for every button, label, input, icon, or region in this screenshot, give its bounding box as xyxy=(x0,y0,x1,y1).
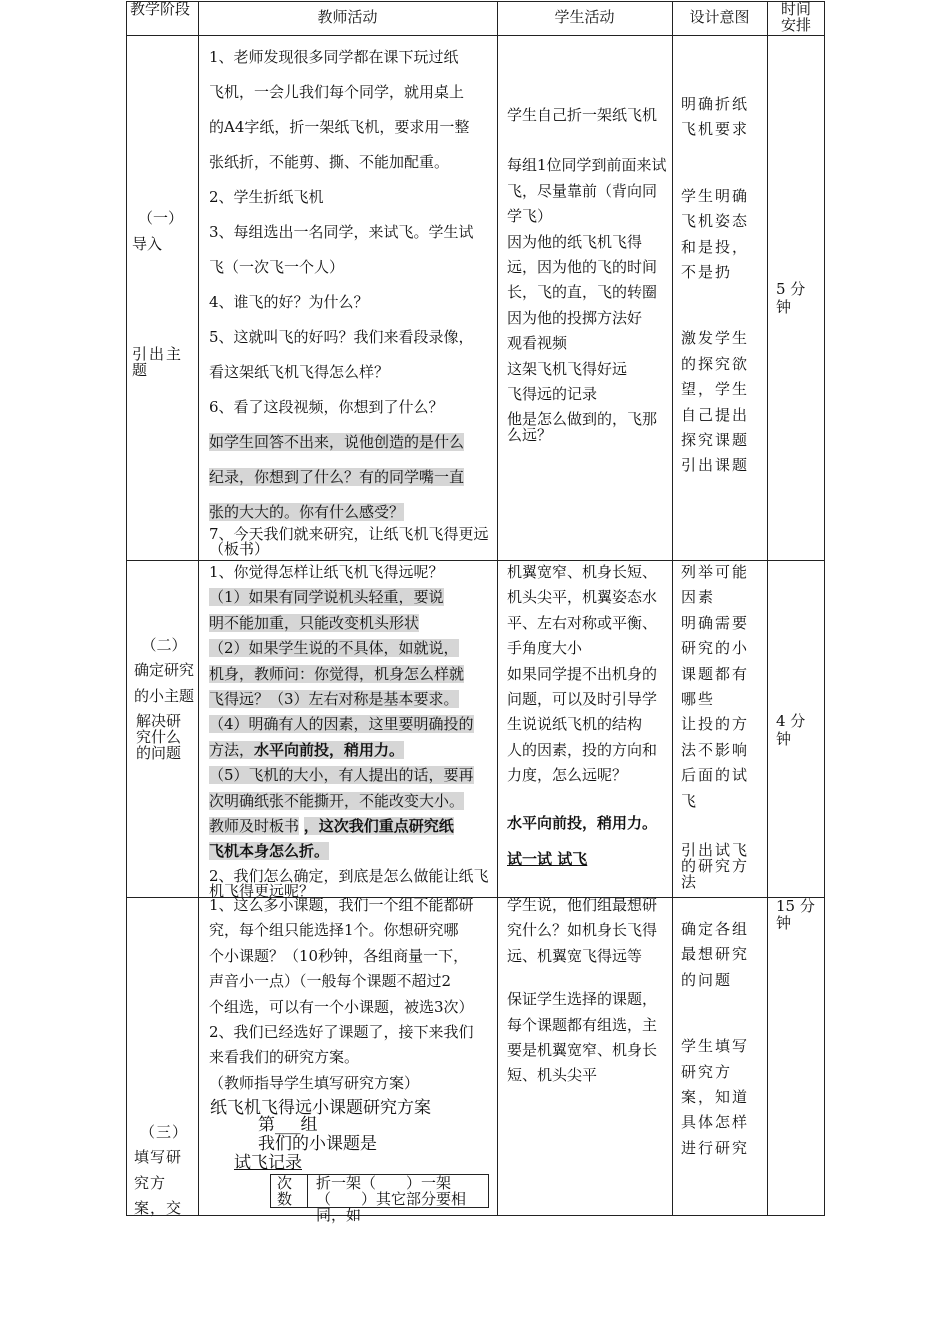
table-border-right xyxy=(824,1,825,1216)
text-block: 明确折纸飞机要求 xyxy=(681,95,750,139)
table-divider-design xyxy=(767,1,768,1216)
table-border-top xyxy=(126,1,825,2)
row2-student-activity xyxy=(507,560,667,867)
text-block: 引出试飞的研究方法 xyxy=(681,841,750,892)
table-divider-student xyxy=(672,1,673,1216)
text-line: 来看我们的研究方案。 xyxy=(209,1048,360,1067)
text-line: 个组选，可以有一个小课题，被选3次） xyxy=(209,997,474,1016)
record-table-col-count: 次数 xyxy=(277,1174,293,1208)
highlighted-line: （5）飞机的大小，有人提出的话，要再 xyxy=(209,766,474,785)
table-divider-teacher xyxy=(497,1,498,1216)
record-table xyxy=(270,1174,489,1224)
header-student: 学生活动 xyxy=(554,8,615,26)
table-border-left xyxy=(126,1,127,1216)
highlighted-line: 教师及时板书 ，这次我们重点研究纸 xyxy=(209,817,454,836)
row3-teacher-activity xyxy=(209,893,495,1096)
text-line: 2、学生折纸飞机 xyxy=(209,188,324,206)
text-line: 4、谁飞的好？为什么？ xyxy=(209,293,369,311)
row1-teacher-activity xyxy=(209,40,494,557)
row3-stage-number: （三） xyxy=(140,1123,189,1141)
text-block: 因为他的投掷方法好 xyxy=(507,308,643,327)
highlighted-line: （1）如果有同学说机头轻重，要说 xyxy=(209,588,444,607)
text-block: 试一试 试飞 xyxy=(507,850,588,869)
text-line: 张纸折，不能剪、撕、不能加配重。 xyxy=(209,153,450,171)
header-design: 设计意图 xyxy=(689,8,750,26)
text-block: 飞得远的记录 xyxy=(507,385,598,404)
plan-record: 试飞记录 xyxy=(234,1153,302,1173)
text-block: 因为他的纸飞机飞得远，因为他的飞的时间长，飞的直，飞的转圈 xyxy=(507,232,658,302)
row1-student-activity xyxy=(507,103,667,443)
row3-time: 15 分钟 xyxy=(776,897,815,932)
text-block: 激发学生的探究欲望，学生自己提出探究课题 xyxy=(681,329,750,450)
highlighted-line: 方法，水平向前投，稍用力。 xyxy=(209,740,405,759)
plan-group: 第___组 xyxy=(258,1115,318,1135)
highlighted-line: 飞机本身怎么折。 xyxy=(209,842,330,861)
text-line: 2、我们怎么确定，到底是怎么做能让纸飞机飞得更远呢？ xyxy=(209,866,489,900)
text-block: 每组1位同学到前面来试飞，尽量靠前（背向同学飞） xyxy=(507,156,667,226)
text-line: 飞（一次飞一个人） xyxy=(209,258,345,276)
row3-design-intent xyxy=(681,917,761,1161)
row1-stage-purpose: 引出主题 xyxy=(132,345,184,379)
text-line: 3、每组选出一名同学，来试飞。学生试 xyxy=(209,223,474,241)
row2-teacher-activity xyxy=(209,560,495,899)
highlighted-line: （2）如果学生说的不具体，如就说， xyxy=(209,639,459,658)
header-time: 时间安排 xyxy=(780,0,811,34)
text-block: 这架飞机飞得好远 xyxy=(507,359,628,378)
text-block: 观看视频 xyxy=(507,334,568,353)
record-table-divider xyxy=(307,1175,308,1207)
record-table-col-desc: 折一架（ ）一架（ ）其它部分要相同，如 xyxy=(316,1174,467,1224)
text-block: 确定各组最想研究的问题 xyxy=(681,920,750,989)
text-line: 1、你觉得怎样让纸飞机飞得远呢？ xyxy=(209,563,444,581)
text-line: 看这架纸飞机飞得怎么样？ xyxy=(209,363,390,381)
plan-topic: 我们的小课题是 xyxy=(258,1134,377,1154)
row1-stage-number: （一） xyxy=(138,209,184,227)
text-line: 6、看了这段视频，你想到了什么？ xyxy=(209,398,444,416)
table-header-line xyxy=(126,35,825,36)
text-line: 声音小一点）（一般每个课题不超过2 xyxy=(209,972,452,991)
row2-stage-name: 确定研究的小主题 xyxy=(133,661,194,705)
text-block: 学生明确飞机姿态和是投，不是扔 xyxy=(681,186,750,282)
text-block: 保证学生选择的课题，每个课题都有组选，主要是机翼宽窄、机身长短、机头尖平 xyxy=(507,990,658,1085)
row1-time: 5 分钟 xyxy=(776,280,806,316)
text-line: 5、这就叫飞的好吗？我们来看段录像， xyxy=(209,328,474,346)
text-block: 明确需要研究的小课题都有哪些 xyxy=(681,613,750,709)
text-block: 水平向前投，稍用力。 xyxy=(507,813,658,832)
row3-student-activity xyxy=(507,893,667,1089)
row2-design-intent xyxy=(681,560,761,890)
row2-stage-number: （二） xyxy=(141,636,187,654)
row2-stage-purpose: 解决研究什么的问题 xyxy=(136,712,182,763)
row1-design-intent xyxy=(681,92,761,479)
row1-stage xyxy=(132,208,194,378)
text-block: 让投的方法不影响后面的试飞 xyxy=(681,715,750,810)
highlighted-line: 张的大大的。你有什么感受？ xyxy=(209,503,405,521)
text-line: 7、今天我们就来研究，让纸飞机飞得更远（板书） xyxy=(209,525,489,558)
highlighted-line: 明不能加重，只能改变机头形状 xyxy=(209,613,420,632)
text-block: 学生自己折一架纸飞机 xyxy=(507,106,658,124)
table-divider-stage xyxy=(198,1,199,1216)
text-block: 列举可能因素 xyxy=(681,563,750,607)
highlighted-line: 纪录，你想到了什么？有的同学嘴一直 xyxy=(209,468,465,486)
row2-time: 4 分钟 xyxy=(776,712,806,748)
row2-stage xyxy=(133,633,195,761)
highlighted-line: 飞得远？（3）左右对称是基本要求。 xyxy=(209,690,459,709)
text-line: 的A4字纸，折一架纸飞机，要求用一整 xyxy=(209,118,470,136)
text-line: 究，每个组只能选择1个。你想研究哪 xyxy=(209,921,459,940)
text-block: 学生说，他们组最想研究什么？如机身长飞得远、机翼宽飞得远等 xyxy=(507,896,658,965)
row1-stage-name: 导入 xyxy=(132,235,163,253)
header-stage: 教学阶段 xyxy=(130,0,191,18)
text-line: 1、老师发现很多同学都在课下玩过纸 xyxy=(209,48,459,66)
highlighted-line: 次明确纸张不能撕开，不能改变大小。 xyxy=(209,791,465,810)
text-block: 他是怎么做到的，飞那么远？ xyxy=(507,410,658,445)
text-line: 飞机，一会儿我们每个同学，就用桌上 xyxy=(209,83,465,101)
highlighted-line: 如学生回答不出来，说他创造的是什么 xyxy=(209,433,465,451)
text-line: 1、这么多小课题，我们一个组不能都研 xyxy=(209,896,474,914)
text-line: 个小课题？（10秒钟，各组商量一下， xyxy=(209,946,469,965)
row3-stage xyxy=(134,1120,194,1222)
highlighted-line: 机身，教师问：你觉得，机身怎么样就 xyxy=(209,664,465,683)
text-block: 人的因素，投的方向和力度，怎么远呢？ xyxy=(507,740,658,785)
text-block: 机翼宽窄、机身长短、机头尖平，机翼姿态水平、左右对称或平衡、手角度大小 xyxy=(507,563,658,658)
header-teacher: 教师活动 xyxy=(317,8,378,26)
text-block: 如果同学提不出机身的问题，可以及时引导学生说说纸飞机的结构 xyxy=(507,664,658,734)
highlighted-line: （4）明确有人的因素，这里要明确投的 xyxy=(209,715,474,734)
plan-title: 纸飞机飞得远小课题研究方案 xyxy=(210,1098,431,1118)
row3-stage-name: 填写研究方案，交 xyxy=(134,1148,183,1218)
text-block: 引出课题 xyxy=(681,456,750,475)
text-line: 2、我们已经选好了课题了，接下来我们 xyxy=(209,1023,474,1042)
text-block: 学生填写研究方案，知道具体怎样进行研究 xyxy=(681,1037,750,1157)
text-line: （教师指导学生填写研究方案） xyxy=(209,1073,420,1092)
